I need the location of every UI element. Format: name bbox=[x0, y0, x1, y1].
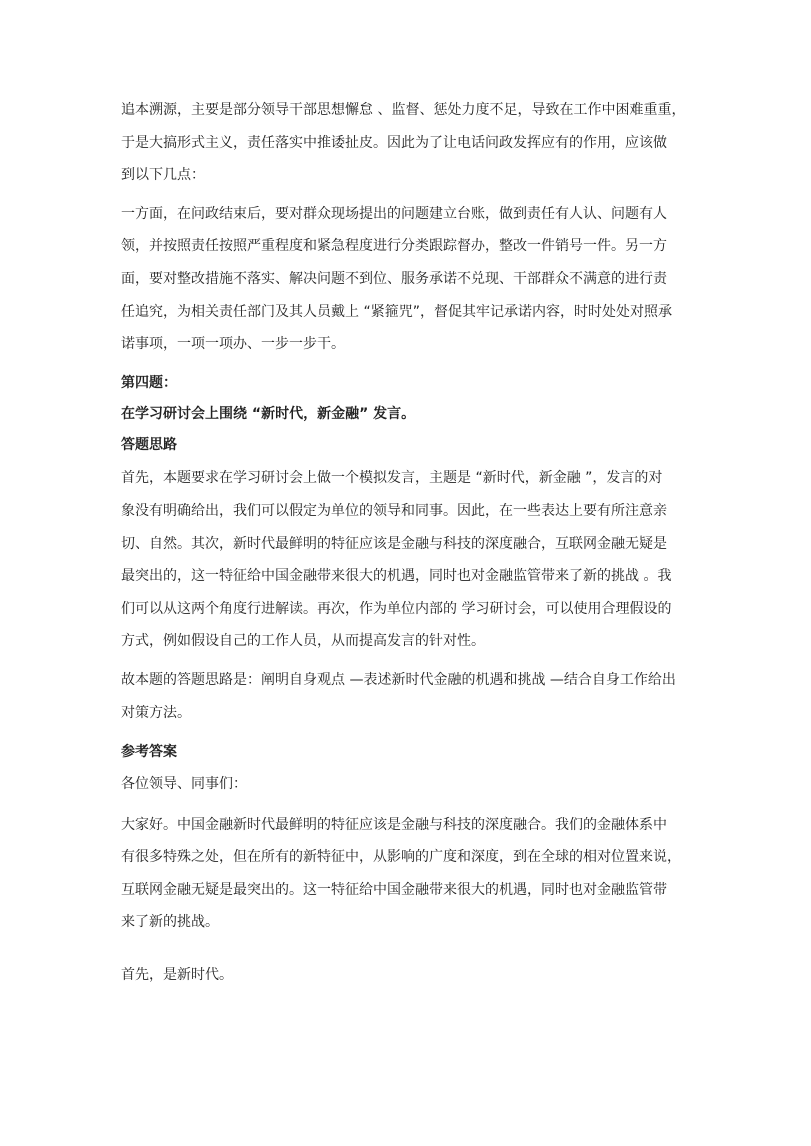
paragraph-line: 诺事项，一项一项办、一步一步干。 bbox=[121, 336, 345, 352]
paragraph-line: 追本溯源，主要是部分领导干部思想懈怠 、监督、惩处力度不足，导致在工作中困难重重， bbox=[121, 102, 686, 118]
paragraph-line: 面，要对整改措施不落实、解决问题不到位、服务承诺不兑现、干部群众不满意的进行责 bbox=[121, 271, 667, 287]
paragraph-line: 任追究，为相关责任部门及其人员戴上 “紧箍咒”，督促其牢记承诺内容，时时处处对照承 bbox=[121, 304, 672, 320]
paragraph-line: 故本题的答题思路是：阐明自身观点 —表述新时代金融的机遇和挑战 —结合自身工作给出 bbox=[121, 672, 676, 688]
paragraph-line: 对策方法。 bbox=[121, 705, 191, 721]
paragraph-line: 们可以从这两个角度行进解读。再次，作为单位内部的 学习研讨会，可以使用合理假设的 bbox=[121, 601, 672, 617]
section-heading: 第四题： bbox=[121, 375, 177, 391]
paragraph-line: 于是大搞形式主义，责任落实中推诿扯皮。因此为了让电话问政发挥应有的作用，应该做 bbox=[121, 135, 667, 151]
paragraph-line: 切、自然。其次，新时代最鲜明的特征应该是金融与科技的深度融合，互联网金融无疑是 bbox=[121, 536, 667, 552]
paragraph-line: 来了新的挑战。 bbox=[121, 914, 219, 930]
section-heading: 答题思路 bbox=[121, 437, 177, 453]
paragraph-line: 首先，是新时代。 bbox=[121, 967, 233, 983]
paragraph-line: 首先，本题要求在学习研讨会上做一个模拟发言，主题是 “新时代，新金融 ”，发言的对 bbox=[121, 470, 663, 486]
paragraph-line: 最突出的，这一特征给中国金融带来很大的机遇，同时也对金融监管带来了新的挑战 。我 bbox=[121, 568, 672, 584]
paragraph-line: 互联网金融无疑是最突出的。这一特征给中国金融带来很大的机遇，同时也对金融监管带 bbox=[121, 882, 667, 898]
section-heading: 参考答案 bbox=[121, 744, 177, 760]
paragraph-line: 到以下几点： bbox=[121, 167, 205, 183]
paragraph-line: 大家好。中国金融新时代最鲜明的特征应该是金融与科技的深度融合。我们的金融体系中 bbox=[121, 817, 667, 833]
section-heading: 在学习研讨会上围绕 “新时代，新金融” 发言。 bbox=[121, 406, 416, 422]
paragraph-line: 象没有明确给出，我们可以假定为单位的领导和同事。因此，在一些表达上要有所注意亲 bbox=[121, 503, 667, 519]
paragraph-line: 方式，例如假设自己的工作人员，从而提高发言的针对性。 bbox=[121, 633, 485, 649]
paragraph-line: 一方面，在问政结束后，要对群众现场提出的问题建立台账，做到责任有人认、问题有人 bbox=[121, 206, 667, 222]
paragraph-line: 有很多特殊之处，但在所有的新特征中，从影响的广度和深度，到在全球的相对位置来说， bbox=[121, 849, 681, 865]
paragraph-line: 各位领导、同事们： bbox=[121, 776, 247, 792]
paragraph-line: 领，并按照责任按照严重程度和紧急程度进行分类跟踪督办，整改一件销号一件。另一方 bbox=[121, 238, 667, 254]
